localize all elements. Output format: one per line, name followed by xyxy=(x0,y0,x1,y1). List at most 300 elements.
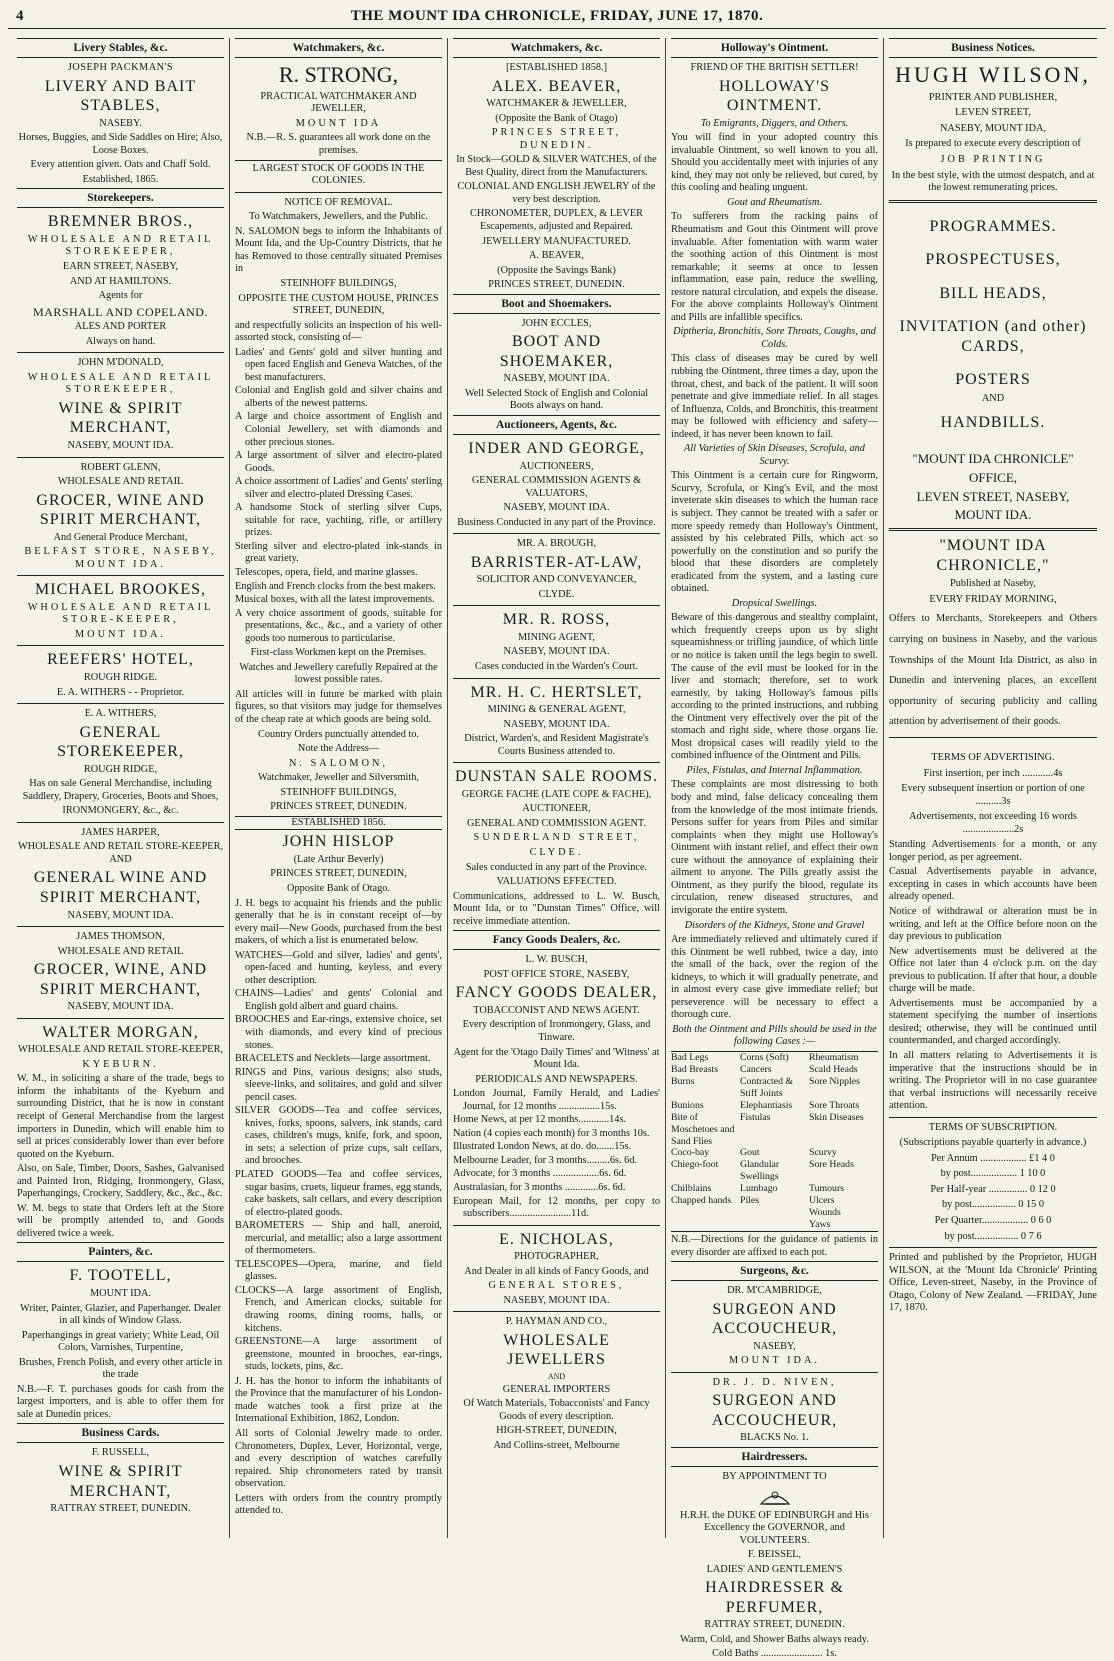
ad-text: SUNDERLAND STREET, xyxy=(473,832,640,844)
ad-text: JOB PRINTING xyxy=(940,154,1046,166)
price-row: Per Half-year ............... 0 12 0 xyxy=(930,1183,1056,1195)
divider xyxy=(17,822,224,823)
section-header: Holloway's Ointment. xyxy=(671,38,878,58)
ad-text: Opposite Bank of Otago. xyxy=(287,882,390,894)
section-header: Business Cards. xyxy=(17,1423,224,1443)
ad-name: P. HAYMAN AND CO., xyxy=(505,1316,608,1328)
ad-body: This class of diseases may be cured by well rubbing the Ointment, three times a day, upon the throat, chest, and back of the patient. It will soon penetrate and give immediate relief. In all stages of Influenza, Colds, and Bronchitis, this treatment may be followed with efficiency and safety—indeed, it has never been known to fail. xyxy=(671,353,878,440)
ad-title: HOLLOWAY'S OINTMENT. xyxy=(719,77,830,115)
ad-title: WALTER MORGAN, xyxy=(42,1023,199,1041)
divider xyxy=(17,457,224,458)
ad-text: GENERAL COMMISSION AGENTS & VALUATORS, xyxy=(471,475,642,499)
ad-text: Brushes, French Polish, and every other article in the trade xyxy=(18,1356,223,1381)
price-row: European Mail, for 12 months, per copy to subscribers........................11d. xyxy=(453,1195,660,1220)
section-header: Watchmakers, &c. xyxy=(453,38,660,58)
subheading: Diptheria, Bronchitis, Sore Throats, Coughs, and Colds. xyxy=(673,326,876,350)
ad-title: HANDBILLS. xyxy=(940,414,1046,432)
ad-title: LIVERY AND BAIT STABLES, xyxy=(44,77,197,115)
ad-name: L. W. BUSCH, xyxy=(525,954,588,966)
ad-text: PRINCES STREET, DUNEDIN. xyxy=(270,801,407,813)
ad-body: Communications, addressed to L. W. Busch, Mount Ida, or to "Dunstan Times" Office, will receive immediate attention. xyxy=(453,890,660,927)
price-row: Per Quarter.................. 0 6 0 xyxy=(934,1215,1052,1226)
ad-text: GENERAL IMPORTERS xyxy=(502,1383,611,1395)
ad-title: GENERAL WINE AND SPIRIT MERCHANT, xyxy=(33,869,208,906)
subheading: Dropsical Swellings. xyxy=(731,597,818,609)
subheading: Both the Ointment and Pills should be used in the following Cases :— xyxy=(672,1023,877,1048)
list-item: Sterling silver and electro-plated ink-stands in great variety. xyxy=(235,540,442,565)
column-5 xyxy=(884,38,1102,1538)
ad-body: All sorts of Colonial Jewelry made to order. Chronometers, Duplex, Lever, Horizontal, verge, and every description of watches carefully repaired. Ship chronometers rated by transit observation. xyxy=(235,1427,442,1490)
ad-text: Well Selected Stock of English and Colonial Boots always on hand. xyxy=(464,387,649,412)
divider xyxy=(671,1372,878,1373)
ad-text: Cold Baths ........................ 1s. xyxy=(712,1648,837,1660)
list-item: TELESCOPES—Opera, marine, and field glasses. xyxy=(235,1258,442,1283)
ad-text: District, Warden's, and Resident Magistrate's Courts Business attended to. xyxy=(464,733,649,757)
ad-title: PROGRAMMES. xyxy=(929,217,1057,235)
ad-body: Beware of this dangerous and stealthy complaint, which frequently creeps upon us by slight squeamishness or trifling jaundice, of which little or no notice is taken until the legs begin to swell. The cause of the evil must be looked for in the liver and stomach; therefore, set to work earnestly, by taking Holloway's famous pills according to the printed instructions, and rubbing the Ointment very effectively over the pit of the stomach and right side, where those organs lie. Most dropsical cases will readily yield to the combined influence of the Ointment and Pills. xyxy=(671,612,878,762)
section-header: Business Notices. xyxy=(889,38,1097,58)
ad-text: NASEBY, MOUNT IDA. xyxy=(503,502,610,514)
column-2 xyxy=(230,38,448,1538)
ad-text: IRONMONGERY, &c., &c. xyxy=(62,805,179,817)
section-header: Hairdressers. xyxy=(671,1447,878,1467)
ad-title: MR. R. ROSS, xyxy=(502,611,611,629)
ad-text: TOBACCONIST AND NEWS AGENT. xyxy=(473,1004,640,1016)
ad-name: DR. J. D. NIVEN, xyxy=(712,1376,837,1388)
ad-text: Every attention given. Oats and Chaff Sold. xyxy=(30,159,211,171)
ad-text: MINING AGENT, xyxy=(517,631,596,643)
section-header: Fancy Goods Dealers, &c. xyxy=(453,930,660,950)
ad-text: AND xyxy=(547,1371,566,1381)
table-cell xyxy=(671,1219,740,1231)
ad-title: HUGH WILSON, xyxy=(895,62,1091,88)
list-item: A choice assortment of Ladies' and Gents' sterling silver and electro-plated Dressing Cases. xyxy=(235,476,442,500)
ad-text: RATTRAY STREET, DUNEDIN. xyxy=(50,1503,191,1515)
ad-text: WHOLESALE AND RETAIL STORE-KEEPER, xyxy=(17,1044,224,1056)
ad-text: E. A. WITHERS - - Proprietor. xyxy=(56,686,185,698)
ad-body: W. M., in soliciting a share of the trade, begs to inform the inhabitants of the Kyeburn and surrounding District, that he is now in constant receipt of General Merchandise from the largest importers in Dunedin, which will enable him to sell at prices considerably lower than ever before quoted on the Kyeburn. xyxy=(17,1073,224,1160)
ad-title: INVITATION (and other) CARDS, xyxy=(899,318,1087,355)
ad-name: JOHN M'DONALD, xyxy=(77,357,164,369)
ad-title: REEFERS' HOTEL, xyxy=(47,651,194,669)
list-item: A large and choice assortment of English and Colonial Jewellery, set with diamonds and other precious stones. xyxy=(235,411,442,448)
ad-text: NASEBY. xyxy=(99,117,142,129)
ad-text: CHRONOMETER, DUPLEX, & LEVER Escapements, adjusted and Repaired. xyxy=(469,208,644,232)
divider xyxy=(453,1311,660,1312)
ad-text: Horses, Buggies, and Side Saddles on Hire; Also, Loose Boxes. xyxy=(18,132,223,156)
ad-text: Watches and Jewellery carefully Repaired at the lowest possible rates. xyxy=(239,661,438,686)
ad-text: CLYDE. xyxy=(529,846,584,858)
table-row xyxy=(671,1064,878,1076)
ad-title: MICHAEL BROOKES, xyxy=(35,581,206,599)
ad-text: In the best style, with the utmost despatch, and at the lowest remunerating prices. xyxy=(891,169,1095,194)
divider xyxy=(889,200,1097,203)
list-item: PLATED GOODS—Tea and coffee services, sugar basins, cruets, liqueur frames, egg stands, cake baskets, salt cellars, and every description of electro-plated goods. xyxy=(235,1169,442,1218)
ad-body: J. H. has the honor to inform the inhabitants of the Province that the manufacturer of his London-made watches took a first prize at the International Exhibition, 1862, London. xyxy=(235,1375,442,1425)
ad-text: MOUNT IDA. xyxy=(954,507,1032,523)
ad-text: Always on hand. xyxy=(85,335,156,347)
ad-body: Standing Advertisements for a month, or any longer period, as per agreement. xyxy=(889,839,1097,863)
table-cell: Rheumatism xyxy=(809,1051,859,1063)
list-item: Musical boxes, with all the latest improvements. xyxy=(235,594,435,606)
ad-name: DR. M'CAMBRIDGE, xyxy=(727,1285,822,1297)
ad-text: OPPOSITE THE CUSTOM HOUSE, PRINCES STREET, DUNEDIN, xyxy=(238,292,439,317)
table-cell: Coco-bay xyxy=(671,1147,710,1159)
ad-text: Writer, Painter, Glazier, and Paperhanger. Dealer in all kinds of Window Glass. xyxy=(19,1302,222,1327)
ad-text: Established, 1865. xyxy=(82,173,159,185)
ad-body: Casual Advertisements payable in advance, excepting in cases in which accounts have been already opened. xyxy=(889,866,1097,903)
table-cell: Burns xyxy=(671,1075,695,1087)
ad-title: SURGEON AND ACCOUCHEUR, xyxy=(711,1392,838,1429)
table-row xyxy=(671,1076,878,1100)
ad-body: N. SALOMON begs to inform the Inhabitants of Mount Ida, and the Up-Country Districts, that he has Removed to those centrally situated Premises in xyxy=(235,225,442,275)
list-item: BROOCHES and Ear-rings, extensive choice, set with diamonds, and every kind of precious stones. xyxy=(235,1014,442,1051)
table-cell xyxy=(740,1219,809,1231)
ad-text: WHOLESALE AND RETAIL STOREKEEPER, xyxy=(27,233,214,258)
ad-text: WHOLESALE AND RETAIL STOREKEEPER, xyxy=(27,371,214,396)
table-cell: Sore Heads xyxy=(809,1159,854,1171)
list-item: A very choice assortment of goods, suitable for presentations, &c., &c., and a variety of other goods too numerous to particularise. xyxy=(235,607,442,644)
column-4 xyxy=(666,38,884,1660)
ad-body: and respectfully solicits an inspection of his well-assorted stock, consisting of— xyxy=(235,319,442,344)
ad-text: MINING & GENERAL AGENT, xyxy=(487,704,626,716)
terms-row: First insertion, per inch ............4s xyxy=(923,767,1063,779)
ad-text: PRINCES STREET, DUNEDIN. xyxy=(488,279,625,291)
list-item: WATCHES—Gold and silver, ladies' and gents', open-faced and hunting, keyless, and every other description. xyxy=(235,949,442,986)
list-item: CHAINS—Ladies' and gents' Colonial and English gold albert and guard chains. xyxy=(235,988,442,1012)
table-cell: Chilblains xyxy=(671,1183,712,1195)
ad-text: WATCHMAKER & JEWELLER, xyxy=(486,98,627,110)
ad-text: NASEBY, MOUNT IDA. xyxy=(67,439,174,451)
ad-text: LEVEN STREET, xyxy=(955,107,1031,119)
price-row: by post.................. 1 10 0 xyxy=(940,1168,1046,1180)
table-cell xyxy=(740,1207,809,1219)
ad-text: Agent for the 'Otago Daily Times' and 'Witness' at Mount Ida. xyxy=(453,1046,660,1071)
ad-title: BREMNER BROS., xyxy=(47,213,194,231)
subheading: TERMS OF ADVERTISING. xyxy=(931,751,1055,763)
ad-text: STEINHOFF BUILDINGS, xyxy=(280,277,397,289)
table-cell: Bite of Moschetoes and Sand Flies xyxy=(671,1111,735,1147)
ad-text: WHOLESALE AND RETAIL STORE-KEEPER, xyxy=(27,601,214,626)
ad-body: This Ointment is a certain cure for Ringworm, Scurvy, Scrofula, or King's Evil, and the most inveterate skin diseases to which the human race is subject. They cannot be treated with a safer or more speedy remedy than Holloway's Ointment, assisted by his celebrated Pills, which act so powerfully on the constitution and so purify the blood that these disorders are completely eradicated from the system, and a lasting cure obtained. xyxy=(671,470,878,595)
ad-text: In Stock—GOLD & SILVER WATCHES, of the Best Quality, direct from the Manufacturers. xyxy=(456,154,657,178)
ad-name: ROBERT GLENN, xyxy=(80,461,161,473)
ad-text: MOUNT IDA xyxy=(295,117,382,129)
ad-text: (Subscriptions payable quarterly in advance.) xyxy=(899,1137,1087,1149)
list-item: Ladies' and Gents' gold and silver hunting and open faced English and Geneva Watches, of the best manufacturers. xyxy=(235,346,442,383)
list-item: English and French clocks from the best makers. xyxy=(235,580,436,592)
ad-name: JAMES THOMSON, xyxy=(76,931,165,943)
ad-text: To Watchmakers, Jewellers, and the Public. xyxy=(249,211,428,223)
table-cell: Lumbago xyxy=(740,1183,778,1195)
ad-text: NASEBY, xyxy=(753,1340,796,1352)
ad-text: MOUNT IDA. xyxy=(74,628,167,640)
table-row xyxy=(671,1195,878,1207)
ad-body: You will find in your adopted country this invaluable Ointment, so well known to you all. Should you accidentally meet with injuries of any kind, they may not only be relieved, but cured, by this cooling and healing unguent. xyxy=(671,132,878,194)
subheading: Disorders of the Kidneys, Stone and Gravel xyxy=(684,919,865,931)
section-header: Boot and Shoemakers. xyxy=(453,294,660,314)
ad-text: POST OFFICE STORE, NASEBY, xyxy=(483,968,630,980)
ad-title: BOOT AND SHOEMAKER, xyxy=(499,333,614,370)
ad-title: FANCY GOODS DEALER, xyxy=(455,984,658,1002)
section-header: Livery Stables, &c. xyxy=(17,38,224,58)
ad-text: First-class Workmen kept on the Premises. xyxy=(250,647,427,659)
divider xyxy=(17,926,224,927)
ad-text: KYEBURN. xyxy=(82,1058,159,1070)
ad-text: VALUATIONS EFFECTED. xyxy=(496,876,617,888)
table-cell: Bad Legs xyxy=(671,1051,709,1063)
ad-text: WHOLESALE AND RETAIL xyxy=(57,476,184,488)
column-3 xyxy=(448,38,666,1538)
ad-text: NASEBY, MOUNT IDA. xyxy=(67,1001,174,1013)
ad-text: NOTICE OF REMOVAL. xyxy=(284,196,393,208)
royal-crest-icon xyxy=(757,1486,793,1508)
ad-text: ROUGH RIDGE. xyxy=(83,671,158,683)
ad-title: JOHN HISLOP xyxy=(282,833,395,851)
table-cell: Yaws xyxy=(809,1219,831,1231)
ad-text: Of Watch Materials, Tobacconists' and Fancy Goods of every description. xyxy=(463,1398,650,1422)
stock-list xyxy=(235,347,442,646)
price-row: by post................. 0 15 0 xyxy=(941,1199,1045,1211)
ad-text: N.B.—R. S. guarantees all work done on the premises. xyxy=(246,132,431,157)
ad-title: GENERAL STOREKEEPER, xyxy=(57,723,184,761)
table-cell: Fistulas xyxy=(740,1111,771,1123)
cases-table xyxy=(671,1051,878,1232)
table-cell: Cancers xyxy=(740,1063,772,1075)
ad-text: Agents for xyxy=(98,290,143,302)
table-cell xyxy=(671,1207,740,1219)
newspaper-title: THE MOUNT IDA CHRONICLE, FRIDAY, JUNE 17, 1870. xyxy=(350,8,764,24)
price-row: London Journal, Family Herald, and Ladies' Journal, for 12 months ................15s. xyxy=(453,1088,660,1112)
ad-text: NASEBY, MOUNT IDA. xyxy=(503,1294,610,1306)
divider xyxy=(453,678,660,679)
ad-text: NASEBY, MOUNT IDA, xyxy=(939,122,1047,134)
table-row xyxy=(671,1100,878,1112)
ad-text: AUCTIONEERS, xyxy=(519,460,594,472)
list-item: Colonial and English gold and silver chains and alberts of the newest patterns. xyxy=(235,385,442,409)
section-header: Watchmakers, &c. xyxy=(235,38,442,58)
ad-body: Letters with orders from the country promptly attended to. xyxy=(235,1492,442,1517)
ad-text: NASEBY, MOUNT IDA. xyxy=(503,373,610,385)
ad-text: COLONIAL AND ENGLISH JEWELRY of the very best description. xyxy=(457,181,656,205)
table-row xyxy=(671,1207,878,1219)
divider xyxy=(17,1018,224,1019)
ad-text: GENERAL AND COMMISSION AGENT. xyxy=(466,817,647,829)
ad-text: RATTRAY STREET, DUNEDIN. xyxy=(704,1619,845,1631)
ad-text: Has on sale General Merchandise, including Saddlery, Drapery, Groceries, Boots and Shoes, xyxy=(22,778,219,802)
ad-text: NASEBY, MOUNT IDA. xyxy=(67,909,174,921)
list-item: A large assortment of silver and electro-plated Goods. xyxy=(235,450,442,474)
table-row xyxy=(671,1052,878,1064)
ad-text: PRACTICAL WATCHMAKER AND JEWELLER, xyxy=(260,90,417,115)
section-header: Auctioneers, Agents, &c. xyxy=(453,415,660,435)
table-cell: Bad Breasts xyxy=(671,1063,719,1075)
ad-text: Paperhangings in great variety; White Lead, Oil Colors, Varnishes, Turpentine, xyxy=(21,1329,220,1354)
ad-text: Every description of Ironmongery, Glass, and Tinware. xyxy=(462,1019,651,1043)
ad-text: WHOLESALE AND RETAIL xyxy=(57,945,184,957)
ad-title: MR. H. C. HERTSLET, xyxy=(470,683,643,701)
section-header: Storekeepers. xyxy=(17,188,224,208)
ad-body: Are immediately relieved and ultimately cured if this Ointment be well rubbed, twice a day, into the small of the back, over the region of the kidneys, to which it will gradually penetrate, and in almost every case give immediate relief; but perseverence will be necessary to effect a thorough cure. xyxy=(671,934,878,1021)
ad-body: All articles will in future be marked with plain figures, so that visitors may judge for themselves of the cheap rate at which goods are being sold. xyxy=(235,688,442,725)
section-header: Painters, &c. xyxy=(17,1242,224,1262)
ad-text: MOUNT IDA. xyxy=(89,1287,152,1299)
table-row xyxy=(671,1219,878,1231)
price-row: by post................. 0 7 6 xyxy=(944,1230,1042,1242)
table-row xyxy=(671,1112,878,1148)
ad-name: E. A. WITHERS, xyxy=(84,708,157,720)
ad-text: Published at Naseby, xyxy=(950,578,1036,590)
subheading: Piles, Fistulas, and Internal Inflammation. xyxy=(686,764,863,776)
table-row xyxy=(671,1147,878,1159)
ad-text: "MOUNT IDA CHRONICLE" xyxy=(912,450,1074,466)
ad-text: LADIES' AND GENTLEMEN'S xyxy=(706,1563,843,1575)
ad-title: WINE & SPIRIT MERCHANT, xyxy=(58,1463,183,1500)
ad-title: HAIRDRESSER & PERFUMER, xyxy=(705,1579,844,1616)
ad-body: W. M. begs to state that Orders left at the Store will be promptly attended to, and Goods delivered twice a week. xyxy=(17,1202,224,1239)
ad-text: H.R.H. the DUKE OF EDINBURGH and His Excellency the GOVERNOR, and VOLUNTEERS. xyxy=(679,1509,870,1546)
ad-text: (Opposite the Savings Bank) xyxy=(497,264,616,276)
divider xyxy=(17,575,224,576)
ad-body: J. H. begs to acquaint his friends and the public generally that he is in constant receipt of—by every mail—New Goods, purchased from the best makers, of which a list is enumerated below. xyxy=(235,897,442,947)
ad-text: ROUGH RIDGE, xyxy=(83,763,158,775)
ad-text: Watchmaker, Jeweller and Silversmith, xyxy=(258,772,419,784)
ad-title: R. STRONG, xyxy=(278,62,399,88)
table-cell: Contracted & Stiff Joints xyxy=(740,1075,794,1099)
ad-text: EARN STREET, NASEBY, xyxy=(62,260,179,272)
ad-text: Warm, Cold, and Shower Baths always ready. xyxy=(680,1633,869,1645)
ad-text: OFFICE, xyxy=(968,469,1018,485)
ad-text: WHOLESALE AND RETAIL STORE-KEEPER, AND xyxy=(17,841,224,865)
divider xyxy=(889,528,1097,531)
ad-text: AND AT HAMILTONS. xyxy=(69,275,172,287)
divider xyxy=(889,1117,1097,1118)
subheading: TERMS OF SUBSCRIPTION. xyxy=(928,1121,1058,1133)
columns xyxy=(12,38,1104,1660)
table-row xyxy=(671,1183,878,1195)
ad-text: Country Orders punctually attended to. xyxy=(258,728,419,740)
ad-body: These complaints are most distressing to both body and mind, false delicacy concealing them from the knowledge of the most intimate friends. Persons suffer for years from Piles and similar complaints when they might use Holloway's Ointment with instant relief, and effect their own cure without the annoyance of explaining their ailment to anyone. The Pills greatly assist the Ointment, as they purify the blood, regulate its circulation, renew diseased structures, and invigorate the entire system. xyxy=(671,779,878,916)
divider xyxy=(453,533,660,534)
ad-body: Also, on Sale, Timber, Doors, Sashes, Galvanised and Painted Iron, Ridging, Ironmongery, Glass, Paperhangings, Crockery, Saddlery, &c., &c., &c. xyxy=(17,1163,224,1200)
ad-text: PERIODICALS AND NEWSPAPERS. xyxy=(475,1073,638,1085)
ad-text: Is prepared to execute every description of xyxy=(905,138,1081,150)
ad-title: PROSPECTUSES, xyxy=(925,251,1061,269)
ad-text: GENERAL STORES, xyxy=(488,1280,625,1292)
ad-text: Cases conducted in the Warden's Court. xyxy=(474,661,639,672)
ad-text: NASEBY, MOUNT IDA. xyxy=(503,718,610,730)
ad-text: Business Conducted in any part of the Province. xyxy=(457,516,656,528)
list-item: BRACELETS and Necklets—large assortment. xyxy=(235,1053,431,1065)
ad-text: Sales conducted in any part of the Province. xyxy=(465,861,648,873)
ad-title: WHOLESALE JEWELLERS xyxy=(503,1331,610,1369)
ad-text: CLYDE. xyxy=(538,588,575,600)
goods-list xyxy=(235,950,442,1374)
ad-text: BLACKS No. 1. xyxy=(740,1432,809,1444)
subheading: All Varieties of Skin Diseases, Scrofula, and Scurvy. xyxy=(684,443,865,467)
ad-text: STEINHOFF BUILDINGS, xyxy=(280,786,397,798)
page-number: 4 xyxy=(16,8,24,24)
divider xyxy=(453,1225,660,1226)
ad-title: POSTERS xyxy=(955,371,1031,389)
list-item: GREENSTONE—A large assortment of greenstone, mounted in brooches, ear-rings, studs, lockets, pins, &c. xyxy=(235,1336,442,1373)
list-item: SILVER GOODS—Tea and coffee services, knives, forks, spoons, salvers, ink stands, card cases, children's mugs, knife, fork, and spoon, in sets; a selection of prize cups, salt cellars, and brooches. xyxy=(235,1105,442,1167)
table-cell: Sore Nipples xyxy=(809,1075,860,1087)
table-cell: Scald Heads xyxy=(809,1063,858,1075)
ad-text: [ESTABLISHED 1858.] xyxy=(506,62,607,74)
table-cell: Chiego-foot xyxy=(671,1159,719,1171)
ad-body: New advertisements must be delivered at the Office not later than 4 o'clock p.m. on the day previous to publication. If after that hour, a double charge will be made. xyxy=(889,945,1097,995)
ad-text: PRINTER AND PUBLISHER, xyxy=(928,91,1058,103)
ad-title: GROCER, WINE, AND SPIRIT MERCHANT, xyxy=(33,961,208,998)
price-row: Australasian, for 3 months .............6s. 6d. xyxy=(453,1181,626,1193)
ad-text: (Opposite the Bank of Otago) xyxy=(495,112,618,124)
price-row: Melbourne Leader, for 3 months.........6s. 6d. xyxy=(453,1154,638,1166)
ad-text: LARGEST STOCK OF GOODS IN THE COLONIES. xyxy=(235,160,442,188)
ad-text: BY APPOINTMENT TO xyxy=(722,1470,827,1482)
ad-text: And General Produce Merchant, xyxy=(53,531,188,543)
ad-title: INDER AND GEORGE, xyxy=(468,439,645,457)
ad-text: GEORGE FACHE (LATE COPE & FACHE), xyxy=(461,788,652,800)
table-cell: Tumours xyxy=(809,1183,845,1195)
divider xyxy=(235,192,442,193)
ad-body: Notice of withdrawal or alteration must be in writing, and left at the Office before noon on the day previous to publication xyxy=(889,905,1097,943)
list-item: CLOCKS—A large assortment of English, French, and American clocks, suitable for drawing rooms, dining rooms, halls, or kitchens. xyxy=(235,1284,442,1334)
terms-row: Advertisements, not exceeding 16 words ....................2s xyxy=(909,811,1077,835)
ad-text: NASEBY, MOUNT IDA. xyxy=(503,646,610,658)
divider xyxy=(453,605,660,606)
price-row: Illustrated London News, at do. do.......15s. xyxy=(453,1141,632,1153)
ad-body: In all matters relating to Advertisements it is imperative that the instructions should be in writing. The Proprietor will in no case guarantee that verbal instructions will necessarily receive attention. xyxy=(889,1049,1097,1112)
ad-text: HIGH-STREET, DUNEDIN, xyxy=(496,1425,617,1437)
ad-body: N.B.—F. T. purchases goods for cash from the largest importers, and is able to offer them for sale at Dunedin prices. xyxy=(17,1383,224,1420)
list-item: Telescopes, opera, field, and marine glasses. xyxy=(235,566,418,578)
price-row: Per Annum .................. £1 4 0 xyxy=(931,1152,1055,1164)
subheading: Gout and Rheumatism. xyxy=(727,196,822,208)
ad-text: A. BEAVER, xyxy=(528,250,585,262)
ad-title: E. NICHOLAS, xyxy=(499,1230,614,1248)
ad-title: F. TOOTELL, xyxy=(69,1267,172,1285)
ad-body: N.B.—Directions for the guidance of patients in every disorder are affixed to each pot. xyxy=(671,1234,878,1258)
divider xyxy=(453,762,660,763)
ad-body: Offers to Merchants, Storekeepers and Others carrying on business in Naseby, and the various Townships of the Mount Ida District, as also in Dunedin and intervening places, an excellent opportunity of securing publicity and calling attention by advertisement of their goods. xyxy=(889,613,1097,728)
ad-body: To sufferers from the racking pains of Rheumatism and Gout this Ointment will prove invaluable. After fomentation with warm water the soothing action of this Ointment is most remarkable; it seems at once to lessen inflammation, ease pain, reduce the swelling, restore natural circulation, and expels the disease. For the above complaints Holloway's Ointment and Pills are infallible specifics. xyxy=(671,211,878,323)
ad-text: ESTABLISHED 1856. xyxy=(235,816,442,831)
divider xyxy=(17,352,224,353)
ad-name: F. RUSSELL, xyxy=(91,1447,150,1459)
ad-text: Note the Address— xyxy=(297,743,380,755)
terms-row: Every subsequent insertion or portion of one ..........3s xyxy=(901,783,1085,807)
ad-body: Advertisements must be accompanied by a statement specifying the number of insertions desired; otherwise, they will be continued until countermanded, and charged accordingly. xyxy=(889,997,1097,1047)
ad-text: AND xyxy=(981,392,1005,404)
ad-title: ALEX. BEAVER, xyxy=(491,77,622,95)
ad-text: BELFAST STORE, NASEBY, MOUNT IDA. xyxy=(24,546,217,570)
masthead xyxy=(8,6,1106,29)
ad-text: MARSHALL AND COPELAND. xyxy=(33,304,208,319)
table-cell: Sore Throats xyxy=(809,1099,860,1111)
ad-name: JOSEPH PACKMAN'S xyxy=(67,62,174,74)
table-row xyxy=(671,1159,878,1183)
table-cell: Bunions xyxy=(671,1099,704,1111)
table-cell: Wounds xyxy=(809,1207,841,1219)
ad-title: DUNSTAN SALE ROOMS. xyxy=(454,768,659,786)
ad-text: JEWELLERY MANUFACTURED. xyxy=(482,235,631,247)
list-item: BAROMETERS — Ship and hall, aneroid, mercurial, and metallic; also a large assortment of thermometers. xyxy=(235,1220,442,1257)
ad-name: F. BEISSEL, xyxy=(747,1549,802,1561)
list-item: A handsome Stock of sterling silver Cups, suitable for race, yachting, rifle, or artillery prizes. xyxy=(235,502,442,539)
table-cell: Glandular Swellings xyxy=(740,1159,780,1183)
table-cell: Scurvy xyxy=(809,1147,837,1159)
